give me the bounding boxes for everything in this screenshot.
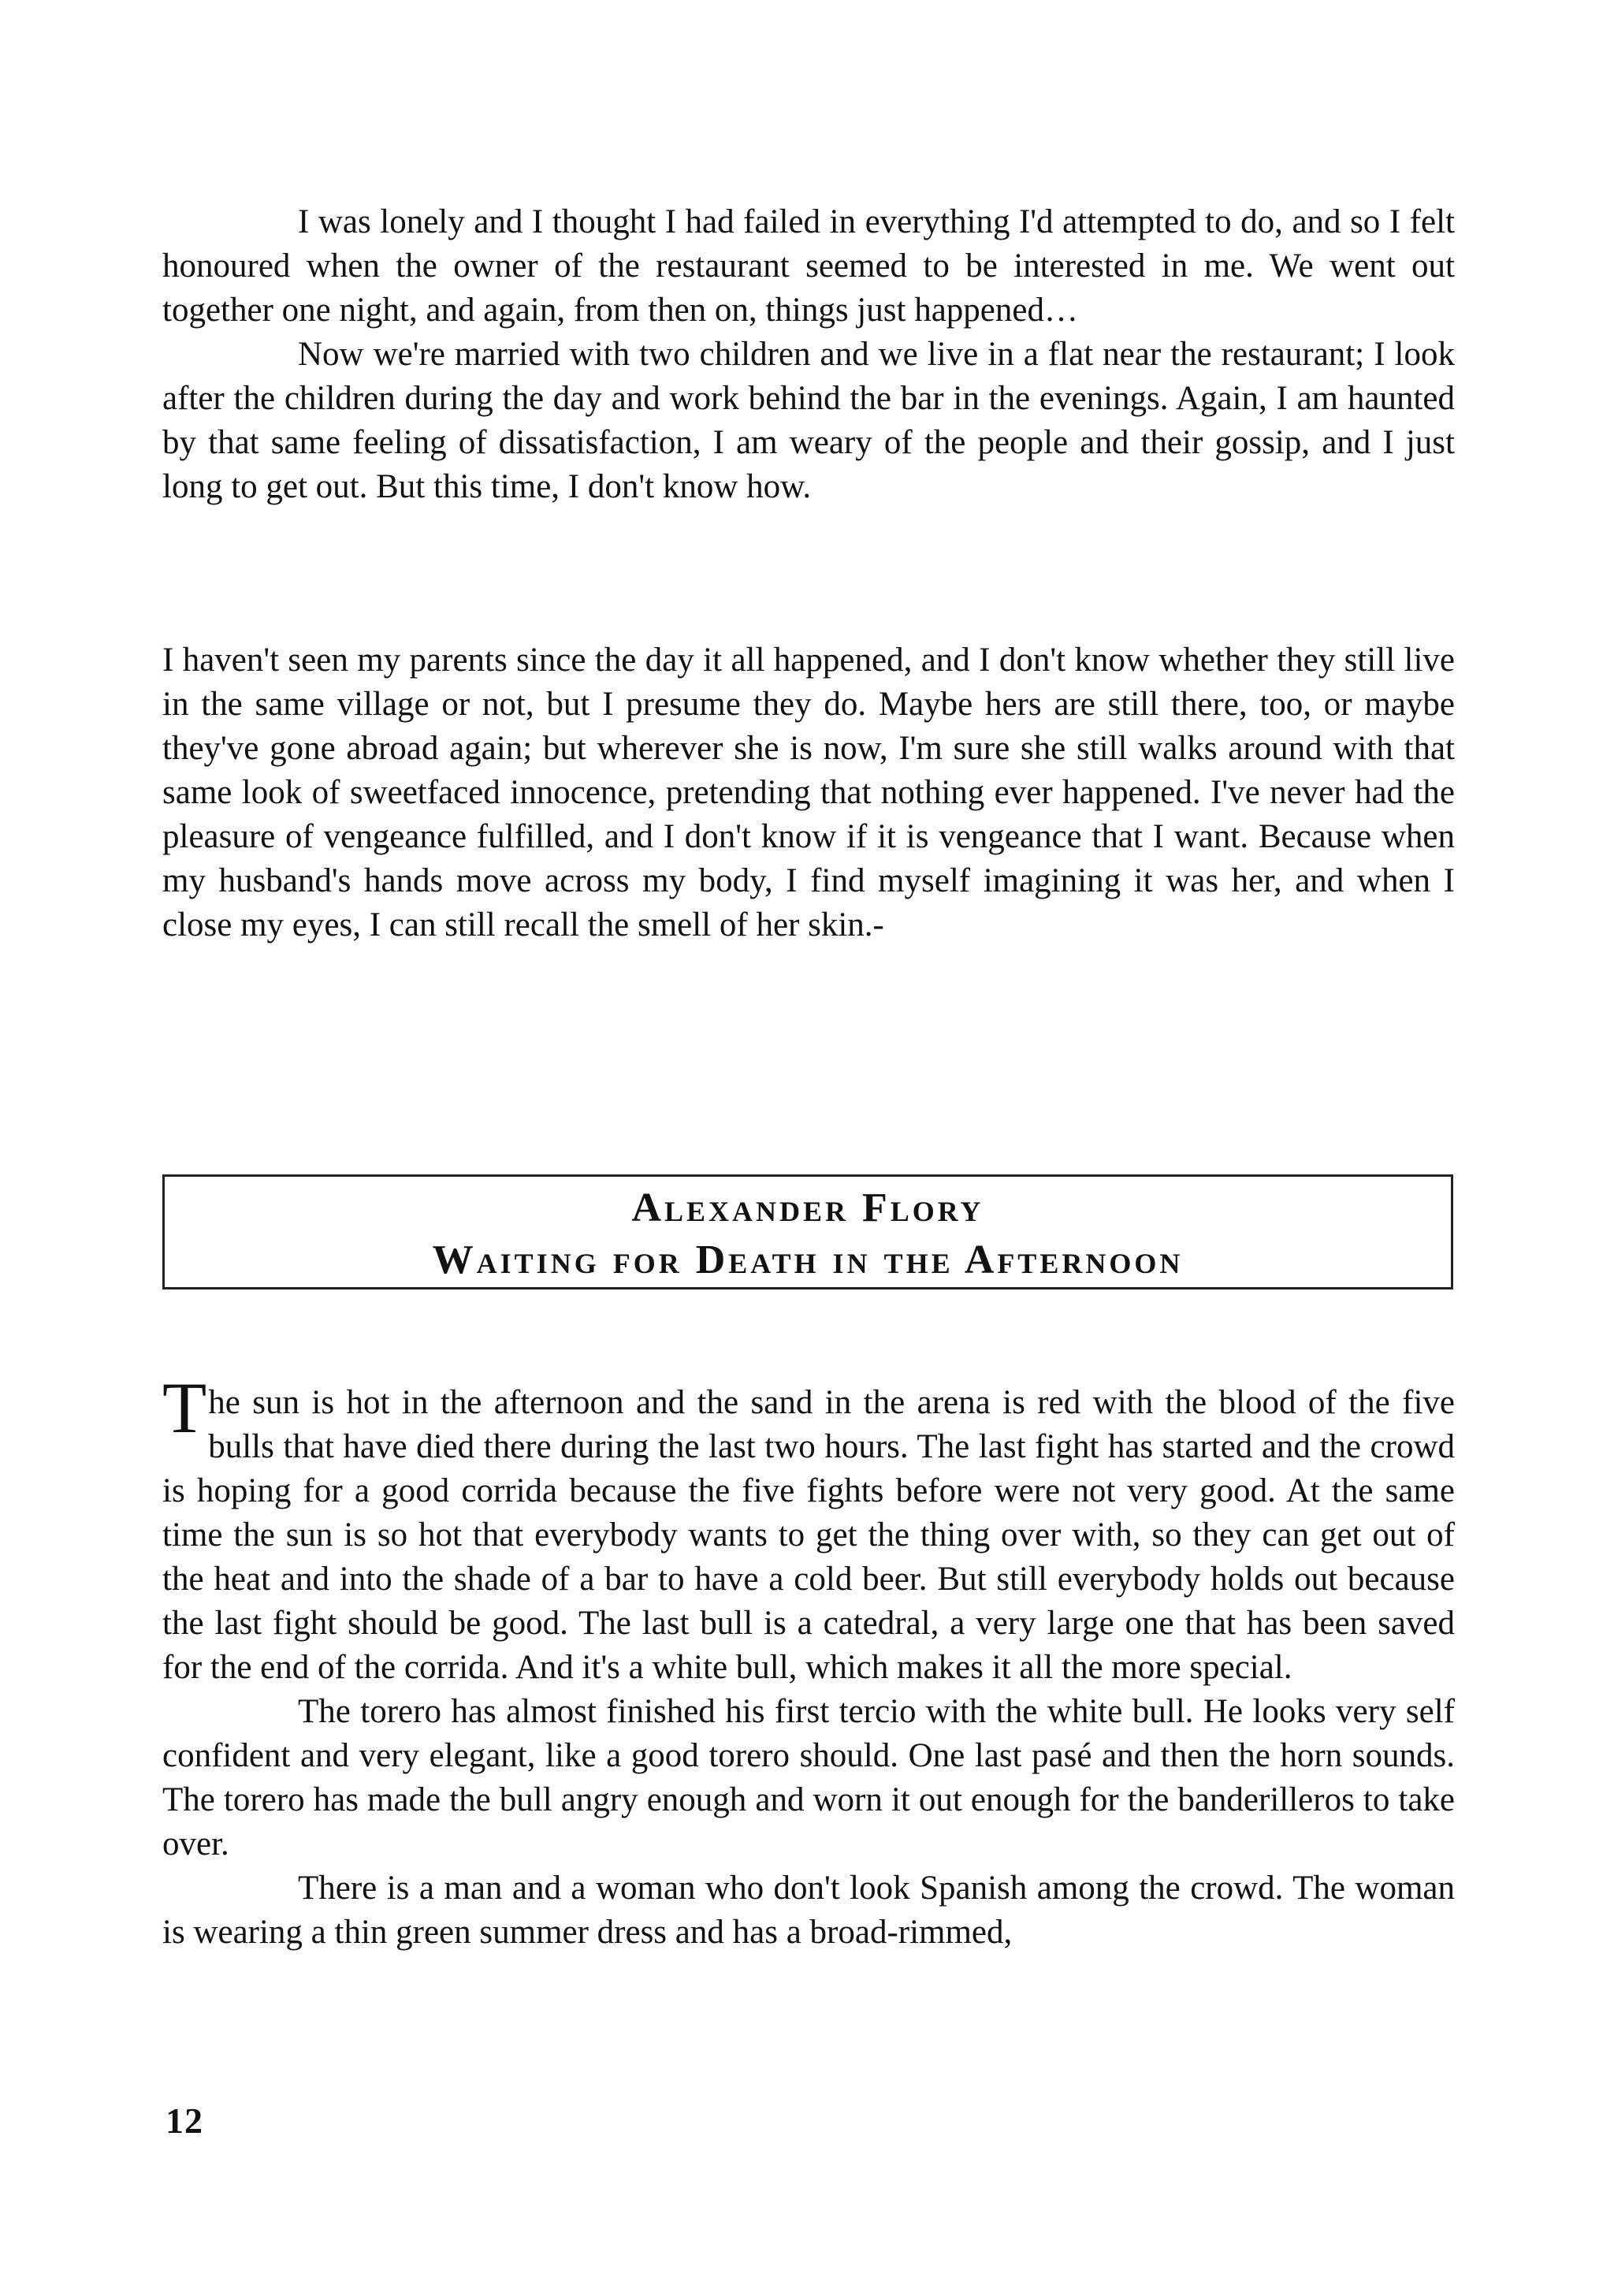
drop-cap: T [162,1368,207,1448]
paragraph-first-text: he sun is hot in the afternoon and the sand in the arena is red with the blood of the five bulls that have died there during the last two hours. The last fight has started and the crowd is hoping for a good corrida because the five fights before were not very good. At the same time the sun is so hot that everybody wants to get the thing over with, so they can get out of the heat and into the shade of a bar to have a cold beer. But still everybody holds out because the last fight should be good. The last bull is a catedral, a very large one that has been saved for the end of the corrida. And it's a white bull, which makes it all the more special. [162,1384,1455,1686]
story-title-box [162,1174,1453,1289]
paragraph: The torero has almost finished his first tercio with the white bull. He looks very self confident and very elegant, like a good torero should. One last pasé and then the horn sounds. The torero has made the bull angry enough and worn it out enough for the banderilleros to take over. [162,1693,1455,1862]
paragraph: I was lonely and I thought I had failed in everything I'd attempted to do, and so I felt honoured when the owner of the restaurant seemed to be interested in me. We went out together one night, and again, from then on, things just happened… [162,203,1455,329]
author-name: Alexander Flory [631,1185,984,1230]
story-body [162,1368,1455,1955]
paragraph: There is a man and a woman who don't look Spanish among the crowd. The woman is wearing a thin green summer dress and has a broad-rimmed, [162,1870,1455,1951]
paragraph: I haven't seen my parents since the day it all happened, and I don't know whether they still live in the same village or not, but I presume they do. Maybe hers are still there, too, or maybe they've gone abroad again; but wherever she is now, I'm sure she still walks around with that same look of sweetfaced innocence, pretending that nothing ever happened. I've never had the pleasure of vengeance fulfilled, and I don't know if it is vengeance that I want. Because when my husband's hands move across my body, I find myself imagining it was her, and when I close my eyes, I can still recall the smell of her skin.- [162,642,1455,943]
paragraph-first [162,1368,1455,1690]
page-number: 12 [165,2101,203,2141]
story-title: Waiting for Death in the Afternoon [432,1237,1184,1282]
previous-story-final-paragraph [162,638,1455,947]
previous-story-ending [162,200,1455,509]
paragraph: Now we're married with two children and we live in a flat near the restaurant; I look after the children during the day and work behind the bar in the evenings. Again, I am haunted by that same feeling of dissatisfaction, I am weary of the people and their gossip, and I just long to get out. But this time, I don't know how. [162,336,1455,505]
